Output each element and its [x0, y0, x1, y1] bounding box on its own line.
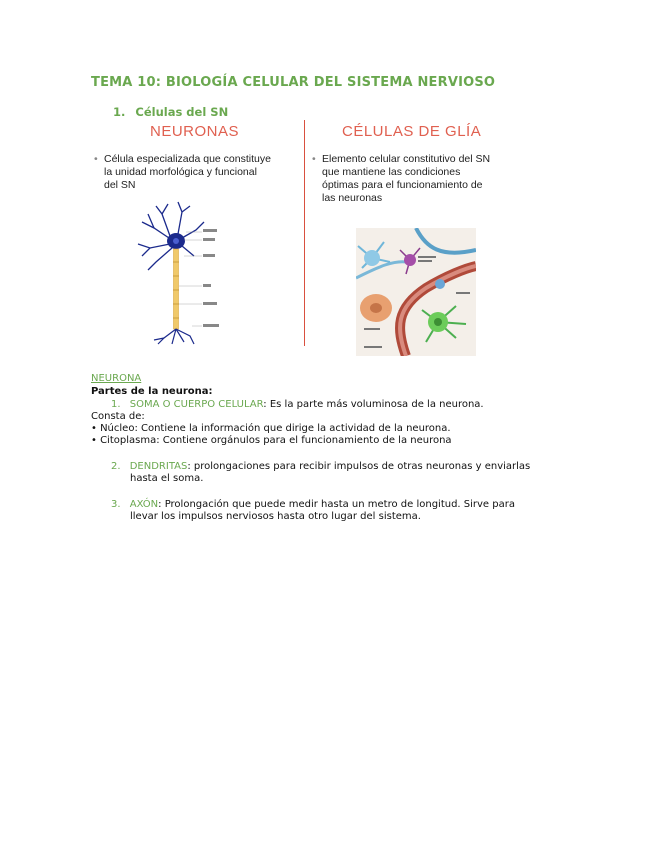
- part-item-dendritas: [111, 461, 530, 473]
- section-number: 1.: [113, 105, 126, 119]
- item-number: 3.: [111, 499, 121, 510]
- item-name: DENDRITAS: [129, 461, 188, 472]
- item-name: SOMA O CUERPO CELULAR: [129, 399, 264, 410]
- document-title: TEMA 10: BIOLOGÍA CELULAR DEL SISTEMA NERVIOSO: [91, 75, 496, 90]
- neuron-diagram: [134, 200, 224, 348]
- neuronas-bullet-line: la unidad morfológica y funcional: [104, 166, 257, 178]
- glia-bullet-line: Elemento celular constitutivo del SN: [322, 153, 491, 165]
- neuron-svg: [134, 200, 224, 348]
- partes-title: Partes de la neurona:: [91, 386, 213, 397]
- glia-illustration: [356, 228, 476, 356]
- bullet-dot: •: [94, 153, 98, 165]
- part-item-axon: [111, 499, 515, 511]
- section-heading: [113, 105, 228, 119]
- item-text-continuation: llevar los impulsos nerviosos hasta otro lugar del sistema.: [130, 511, 421, 522]
- item-name: AXÓN: [129, 499, 159, 510]
- item-text: : Es la parte más voluminosa de la neurona.: [263, 399, 484, 410]
- glia-heading: CÉLULAS DE GLÍA: [342, 123, 482, 140]
- bullet-dot: •: [312, 153, 316, 165]
- item-number: 1.: [111, 399, 121, 410]
- neuronas-heading: NEURONAS: [150, 123, 240, 140]
- glia-bullet-line: las neuronas: [322, 192, 383, 204]
- neurona-link[interactable]: NEURONA: [91, 373, 142, 384]
- glia-bullet: [312, 153, 491, 205]
- neuronas-bullet-line: del SN: [104, 179, 136, 191]
- item-number: 2.: [111, 461, 121, 472]
- glia-bullet-line: óptimas para el funcionamiento de: [322, 179, 483, 191]
- consta-label: Consta de:: [91, 411, 145, 422]
- item-text-continuation: hasta el soma.: [130, 473, 204, 484]
- glia-bullet-line: que mantiene las condiciones: [322, 166, 461, 178]
- item-text: : Prolongación que puede medir hasta un metro de longitud. Sirve para: [158, 499, 515, 510]
- section-label: Células del SN: [135, 105, 229, 119]
- column-divider: [304, 120, 305, 346]
- item-text: : prolongaciones para recibir impulsos de otras neuronas y enviarlas: [187, 461, 531, 472]
- sub-bullet: • Núcleo: Contiene la información que dirige la actividad de la neurona.: [91, 423, 451, 434]
- glia-svg: [356, 228, 476, 356]
- neuronas-bullet: [94, 153, 271, 192]
- sub-bullet: • Citoplasma: Contiene orgánulos para el funcionamiento de la neurona: [91, 435, 452, 446]
- part-item-soma: [111, 399, 484, 411]
- neuronas-bullet-line: Célula especializada que constituye: [104, 153, 271, 165]
